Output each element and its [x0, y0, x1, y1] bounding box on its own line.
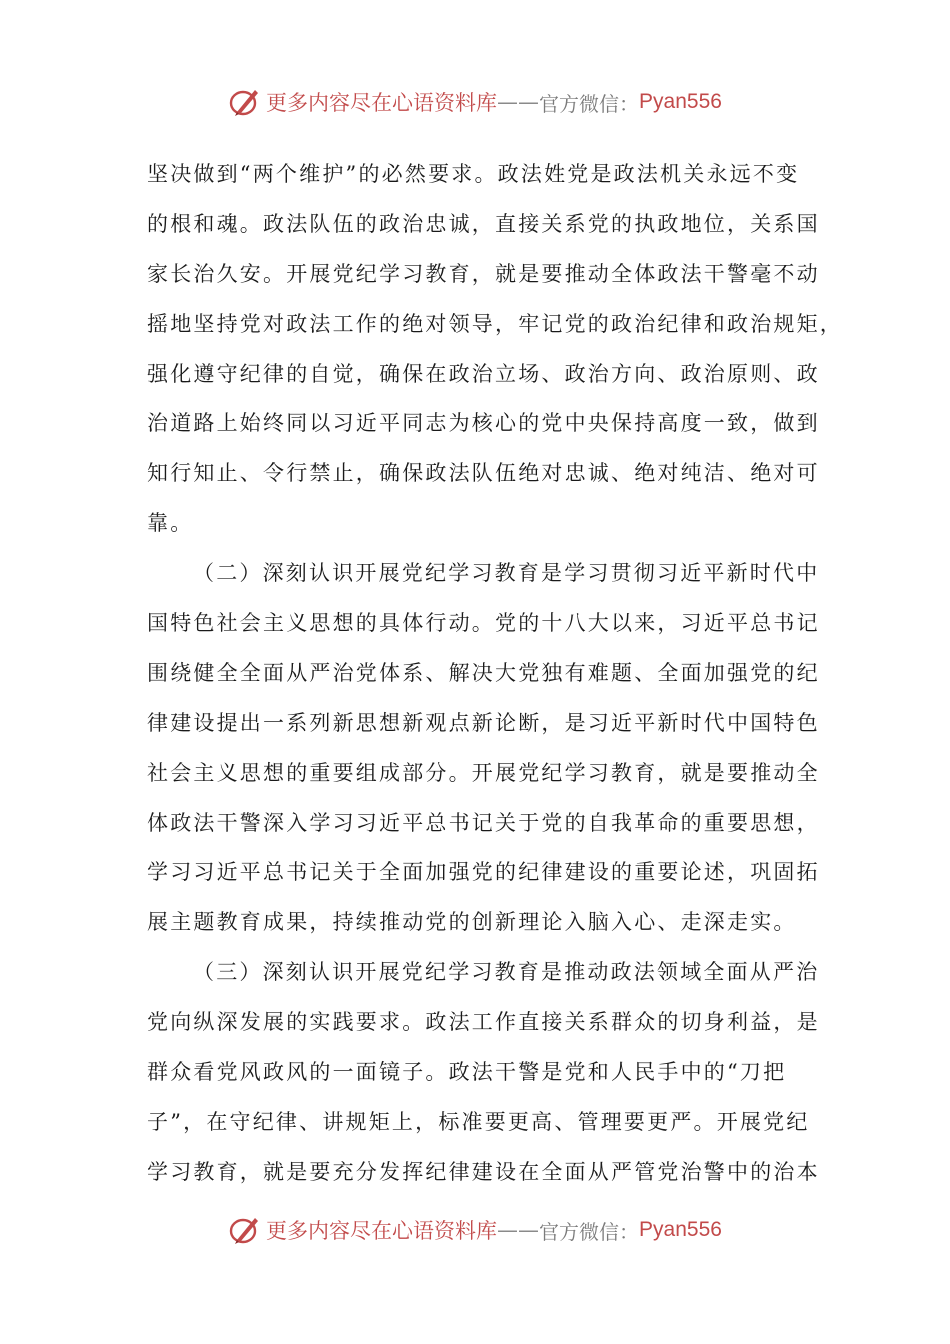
- text-line: 学习教育，就是要充分发挥纪律建设在全面从严管党治警中的治本: [147, 1159, 820, 1184]
- text-line: 家长治久安。开展党纪学习教育，就是要推动全体政法干警毫不动: [147, 261, 820, 286]
- text-line: 体政法干警深入学习习近平总书记关于党的自我革命的重要思想，: [147, 810, 820, 835]
- text-line: 强化遵守纪律的自觉，确保在政治立场、政治方向、政治原则、政: [147, 361, 820, 386]
- text-line: 党向纵深发展的实践要求。政法工作直接关系群众的切身利益，是: [147, 1010, 820, 1035]
- text-line: 律建设提出一系列新思想新观点新论断，是习近平新时代中国特色: [147, 710, 820, 735]
- text-line: 围绕健全全面从严治党体系、解决大党独有难题、全面加强党的纪: [147, 660, 820, 685]
- watermark-separator: ——: [497, 90, 540, 114]
- watermark-wechat-label: 官方微信：: [539, 1219, 640, 1244]
- watermark-separator: ——: [497, 1218, 540, 1242]
- text-line: 知行知止、令行禁止，确保政法队伍绝对忠诚、绝对纯洁、绝对可: [147, 461, 820, 486]
- text-line: 子”，在守纪律、讲规矩上，标准要更高、管理要更严。开展党纪: [147, 1109, 810, 1134]
- text-line: 靠。: [147, 511, 194, 536]
- watermark-wechat-label: 官方微信：: [539, 91, 640, 116]
- text-line: 学习习近平总书记关于全面加强党的纪律建设的重要论述，巩固拓: [147, 860, 820, 885]
- watermark-wechat-id: Pyan556: [639, 90, 722, 113]
- text-line: 社会主义思想的重要组成部分。开展党纪学习教育，就是要推动全: [147, 760, 820, 785]
- footer-watermark: [0, 1210, 950, 1250]
- section-heading-line: （二）深刻认识开展党纪学习教育是学习贯彻习近平新时代中: [193, 561, 820, 586]
- header-watermark: [0, 82, 950, 122]
- text-line: 的根和魂。政法队伍的政治忠诚，直接关系党的执政地位，关系国: [147, 211, 820, 236]
- document-body: [147, 150, 843, 1198]
- text-line: 摇地坚持党对政法工作的绝对领导，牢记党的政治纪律和政治规矩，: [147, 311, 843, 336]
- text-line: 群众看党风政风的一面镜子。政法干警是党和人民手中的“刀把: [147, 1060, 787, 1085]
- section-heading-line: （三）深刻认识开展党纪学习教育是推动政法领域全面从严治: [193, 960, 820, 985]
- text-line: 治道路上始终同以习近平同志为核心的党中央保持高度一致，做到: [147, 411, 820, 436]
- text-line: 展主题教育成果，持续推动党的创新理论入脑入心、走深走实。: [147, 910, 797, 935]
- text-line: 国特色社会主义思想的具体行动。党的十八大以来，习近平总书记: [147, 611, 820, 636]
- watermark-wechat-id: Pyan556: [639, 1218, 722, 1241]
- watermark-site-text: 更多内容尽在心语资料库: [266, 91, 498, 115]
- text-line: 坚决做到“两个维护”的必然要求。政法姓党是政法机关永远不变: [147, 162, 800, 186]
- quill-pen-logo-icon: [228, 1213, 262, 1247]
- watermark-site-text: 更多内容尽在心语资料库: [266, 1219, 498, 1243]
- quill-pen-logo-icon: [228, 85, 262, 119]
